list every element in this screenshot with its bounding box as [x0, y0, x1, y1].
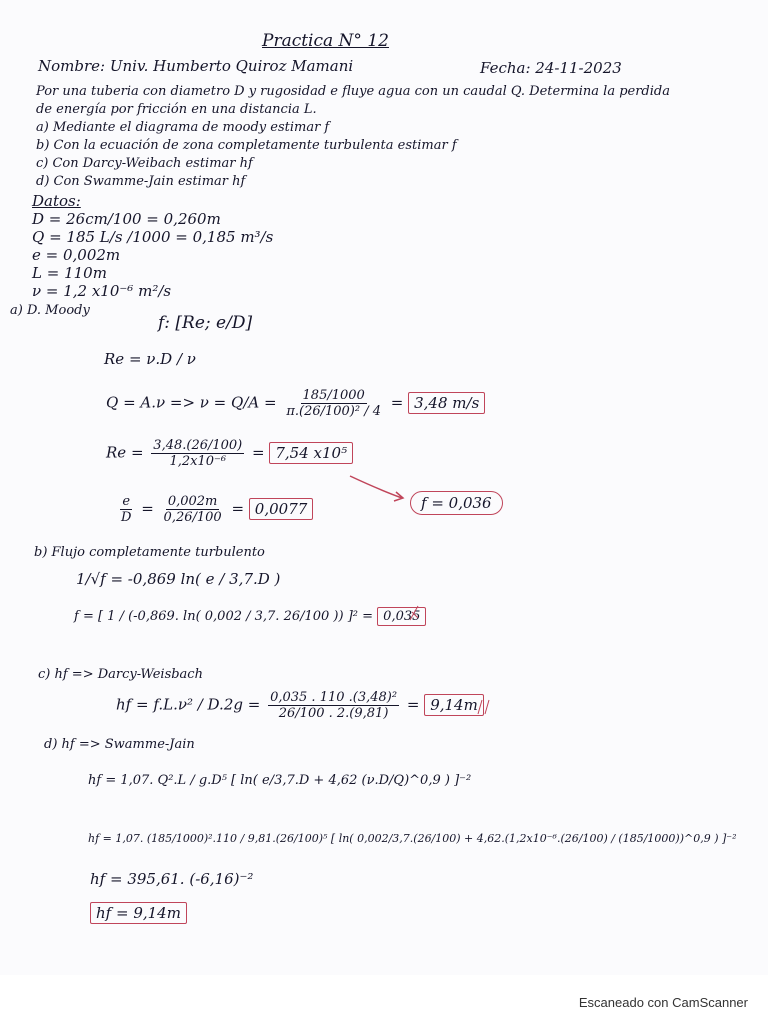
relative-roughness-equation: $\frac{e}{D}$ = $\frac{0,002m}{0,26/100}$ = 0,0077	[116, 494, 313, 525]
section-c-label: c) hf => Darcy-Weisbach	[38, 667, 203, 682]
turbulent-friction-text: f = [ 1 / (-0,869. ln( 0,002 / 3,7. 26/100 )) ]² =	[74, 609, 374, 624]
rel-lhs-numerator: e	[122, 494, 131, 509]
swamee-jain-result-value: hf = 9,14m	[90, 902, 187, 924]
velocity-equation-text: Q = A.ν => ν = Q/A =	[106, 393, 277, 412]
darcy-equation: hf = f.L.ν² / D.2g = $\frac{\text{0,035 . 110 .(3,48)²}}{26/100 . 2.(9,81)}$ = 9,14m	[116, 690, 484, 721]
page-title: Practica N° 12	[262, 31, 389, 51]
reynolds-denominator: 1,2x10⁻⁶	[169, 454, 227, 469]
reynolds-numerator: 3,48.(26/100)	[153, 438, 243, 453]
swamee-jain-substitution: hf = 1,07. (185/1000)².110 / 9,81.(26/100)⁵ [ ln( 0,002/3,7.(26/100) + 4,62.(1,2x10⁻⁶.(26/100) / (185/1000))^0,9 ) ]⁻²	[88, 832, 737, 845]
scanner-watermark: Escaneado con CamScanner	[578, 995, 748, 1010]
date: Fecha: 24-11-2023	[480, 59, 622, 77]
datos-item: Q = 185 L/s /1000 = 0,185 m³/s	[32, 228, 274, 246]
datos-item: e = 0,002m	[32, 246, 121, 264]
swamee-jain-simplified: hf = 395,61. (-6,16)⁻²	[90, 870, 254, 888]
student-name: Nombre: Univ. Humberto Quiroz Mamani	[38, 57, 354, 75]
task-a: a) Mediante el diagrama de moody estimar f	[36, 120, 330, 135]
relative-roughness-numerator: 0,002m	[167, 494, 218, 509]
reynolds-definition: Re = ν.D / ν	[104, 350, 196, 368]
problem-statement-line-2: de energía por fricción en una distancia L.	[36, 102, 317, 117]
turbulent-equation: 1/√f = -0,869 ln( e / 3,7.D )	[76, 570, 281, 588]
velocity-equation: Q = A.ν => ν = Q/A = $\frac{185/1000}{\text{π.(26/100)² / 4}}$ = 3,48 m/s	[106, 388, 485, 419]
f-dependency: f: [Re; e/D]	[158, 313, 253, 333]
datos-item: ν = 1,2 x10⁻⁶ m²/s	[32, 282, 172, 300]
section-b-label: b) Flujo completamente turbulento	[34, 545, 265, 560]
section-a-label: a) D. Moody	[10, 303, 90, 318]
swamee-jain-formula: hf = 1,07. Q².L / g.D⁵ [ ln( e/3,7.D + 4,62 (ν.D/Q)^0,9 ) ]⁻²	[88, 773, 472, 788]
task-d: d) Con Swamme-Jain estimar hf	[36, 174, 246, 189]
darcy-denominator: 26/100 . 2.(9,81)	[278, 706, 389, 721]
velocity-result: 3,48 m/s	[408, 392, 485, 414]
relative-roughness-result: 0,0077	[249, 498, 314, 520]
relative-roughness-denominator: 0,26/100	[163, 510, 222, 525]
problem-statement-line-1: Por una tuberia con diametro D y rugosidad e fluye agua con un caudal Q. Determina la perdida	[36, 84, 670, 99]
reynolds-result: 7,54 x10⁵	[269, 442, 353, 464]
darcy-numerator: 0,035 . 110 .(3,48)²	[270, 690, 398, 705]
moody-friction-value: f = 0,036	[410, 491, 503, 515]
darcy-equation-text: hf = f.L.ν² / D.2g =	[116, 695, 261, 714]
datos-label: Datos:	[32, 192, 81, 210]
section-d-label: d) hf => Swamme-Jain	[44, 737, 195, 752]
datos-item: L = 110m	[32, 264, 107, 282]
task-c: c) Con Darcy-Weibach estimar hf	[36, 156, 253, 171]
reynolds-equation: Re = $\frac{3,48.(26/100)}{\text{1,2x10⁻⁶}}$ = 7,54 x10⁵	[106, 438, 353, 469]
velocity-numerator: 185/1000	[302, 388, 365, 403]
velocity-denominator: π.(26/100)² / 4	[286, 404, 382, 419]
darcy-result: 9,14m	[424, 694, 484, 716]
turbulent-friction-result: 0,035	[377, 607, 426, 626]
datos-item: D = 26cm/100 = 0,260m	[32, 210, 221, 228]
rel-lhs-denominator: D	[121, 510, 132, 525]
reynolds-equation-text: Re =	[106, 443, 144, 462]
task-b: b) Con la ecuación de zona completamente turbulenta estimar f	[36, 138, 457, 153]
